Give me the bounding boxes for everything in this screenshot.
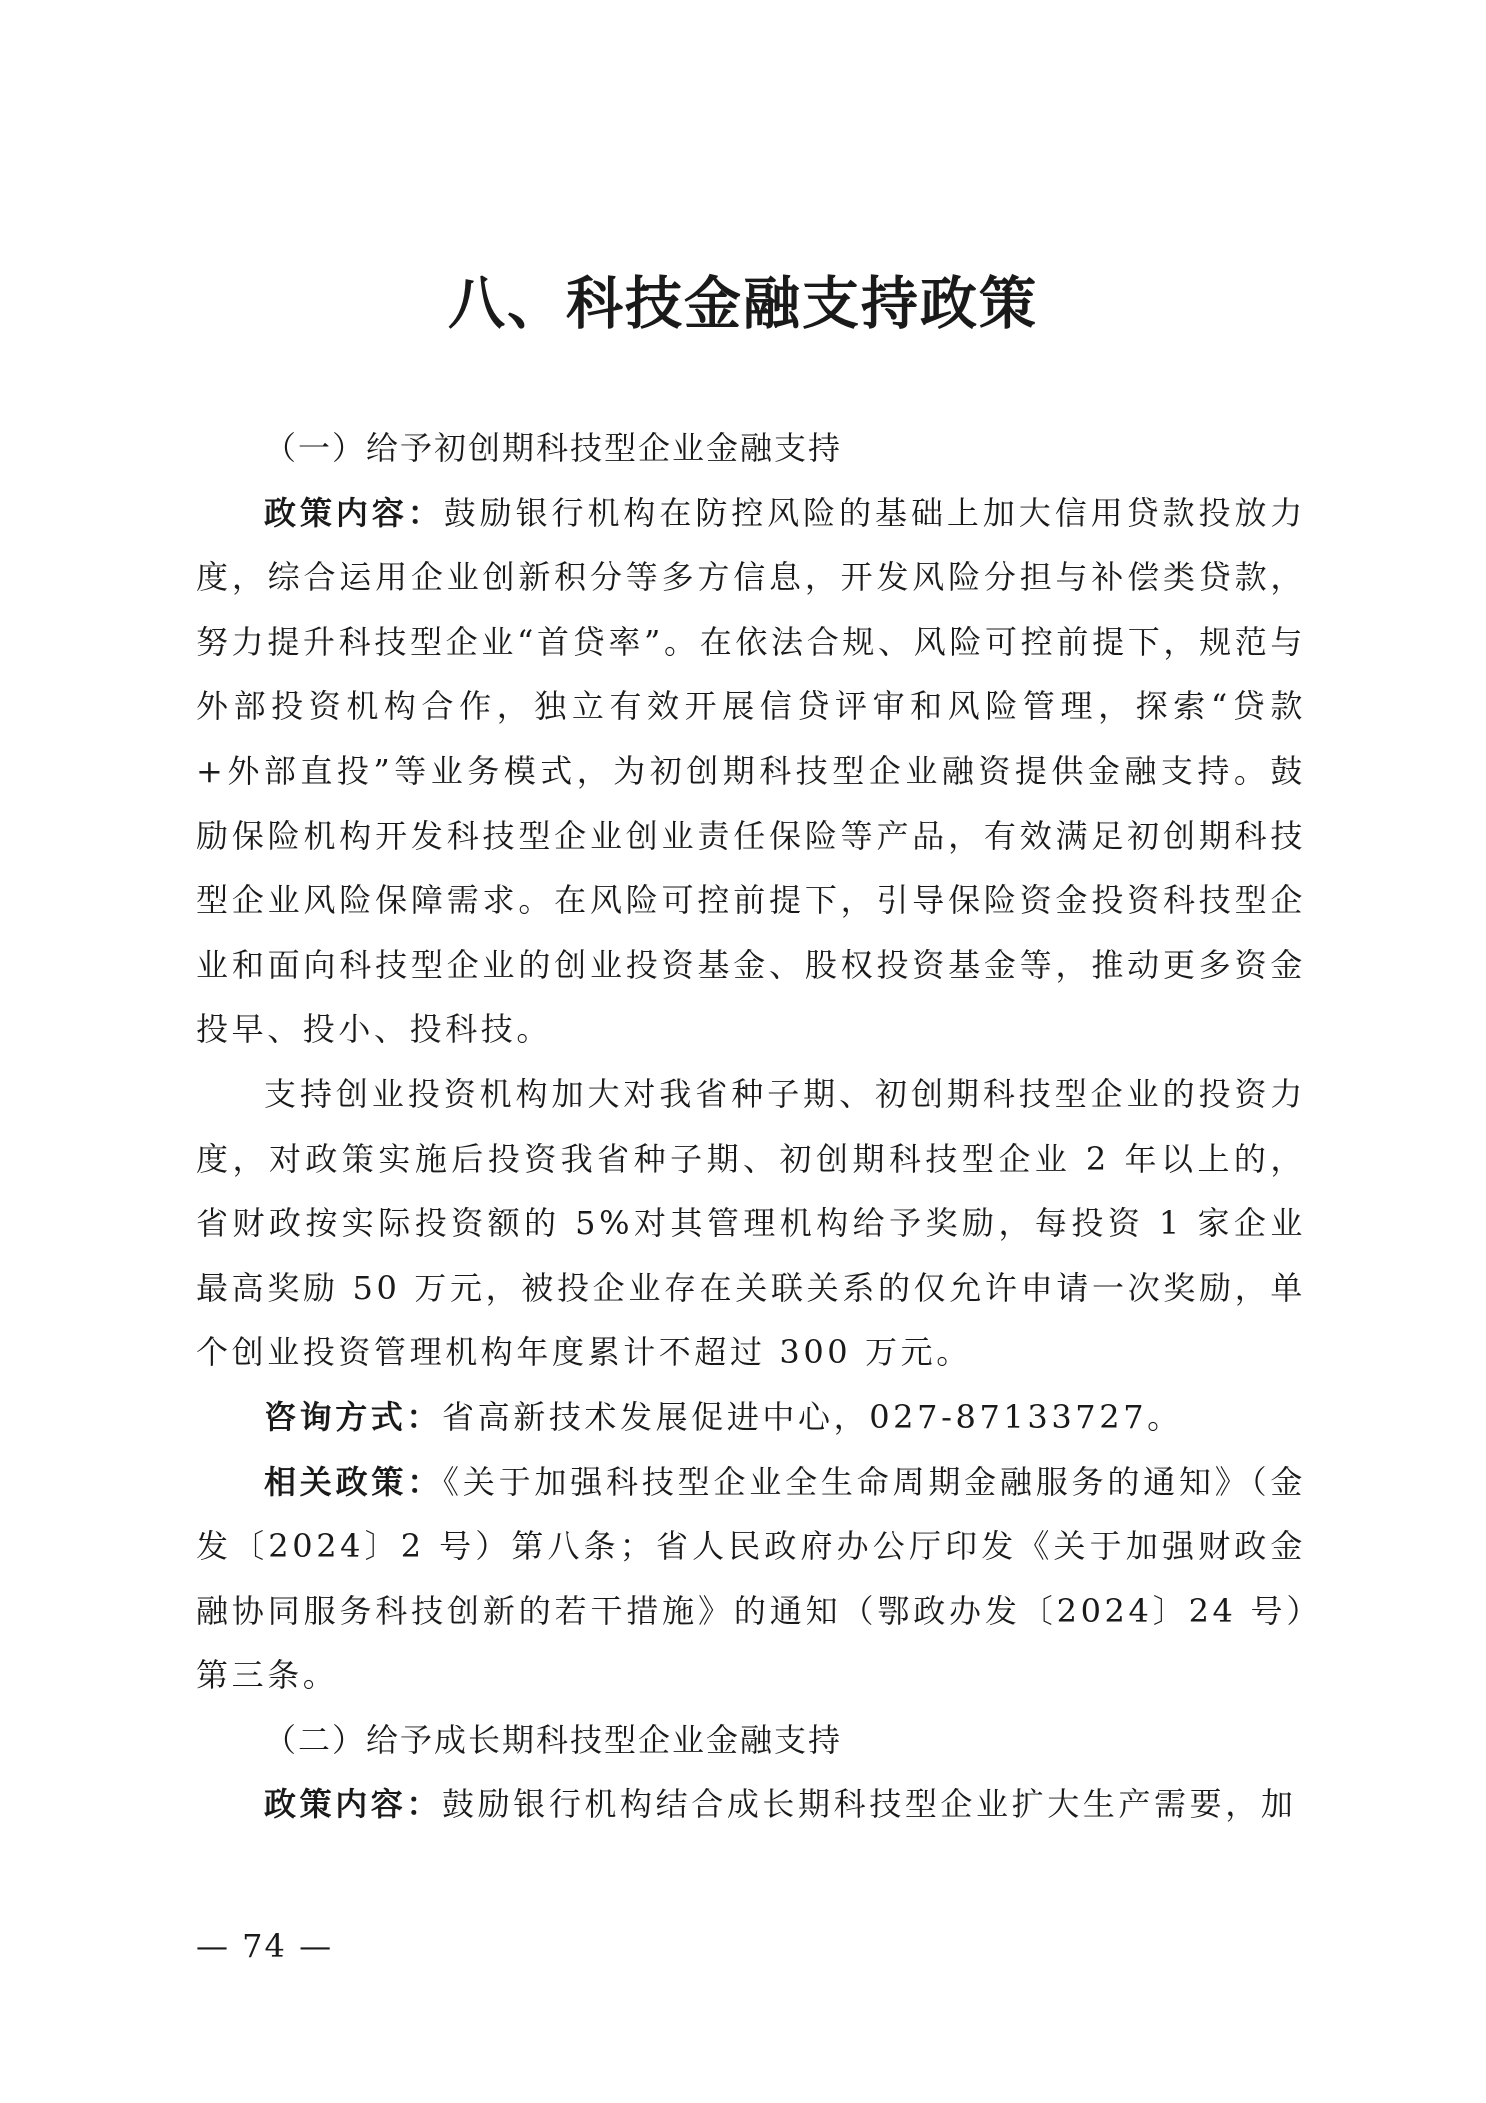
venture-support-paragraph: 支持创业投资机构加大对我省种子期、初创期科技型企业的投资力度，对政策实施后投资我省种子期、初创期科技型企业 2 年以上的，省财政按实际投资额的 5%对其管理机构给予奖励，每投资 1 家企业最高奖励 50 万元，被投企业存在关联关系的仅允许申请一次奖励，单个创业投资管理机构年度累计不超过 300 万元。 <box>196 1074 1306 1372</box>
section-heading-startup: （一）给予初创期科技型企业金融支持 <box>264 429 843 467</box>
section-heading-growth: （二）给予成长期科技型企业金融支持 <box>264 1720 843 1759</box>
policy-content-text: 鼓励银行机构在防控风险的基础上加大信用贷款投放力度，综合运用企业创新积分等多方信息，开发风险分担与补偿类贷款，努力提升科技型企业“首贷率”。在依法合规、风险可控前提下，规范与外部投资机构合作，独立有效开展信贷评审和风险管理，探索“贷款+外部直投”等业务模式，为初创期科技型企业融资提供金融支持。鼓励保险机构开发科技型企业创业责任保险等产品，有效满足初创期科技型企业风险保障需求。在风险可控前提下，引导保险资金投资科技型企业和面向科技型企业的创业投资基金、股权投资基金等，推动更多资金投早、投小、投科技。 <box>196 493 1306 1049</box>
related-policy-text: 《关于加强科技型企业全生命周期金融服务的通知》（金发〔2024〕2 号）第八条；省人民政府办公厅印发《关于加强财政金融协同服务科技创新的若干措施》的通知（鄂政办发〔2024〕24 号）第三条。 <box>196 1462 1306 1695</box>
related-policy-label: 相关政策： <box>264 1462 444 1501</box>
policy-content-paragraph-growth <box>196 1772 1306 1837</box>
related-policy-paragraph <box>196 1450 1306 1708</box>
contact-paragraph <box>196 1385 1306 1450</box>
policy-content-paragraph-startup <box>196 481 1306 1062</box>
policy-content-label: 政策内容： <box>264 493 444 532</box>
contact-text: 省高新技术发展促进中心，027-87133727。 <box>442 1397 1183 1436</box>
contact-label: 咨询方式： <box>264 1397 443 1436</box>
policy-content-text: 鼓励银行机构结合成长期科技型企业扩大生产需要，加 <box>442 1785 1297 1824</box>
document-body <box>196 416 1306 1837</box>
policy-content-label: 政策内容： <box>264 1785 443 1824</box>
page-title: 八、科技金融支持政策 <box>448 271 1038 337</box>
page-number: — 74 — <box>196 1927 334 1965</box>
